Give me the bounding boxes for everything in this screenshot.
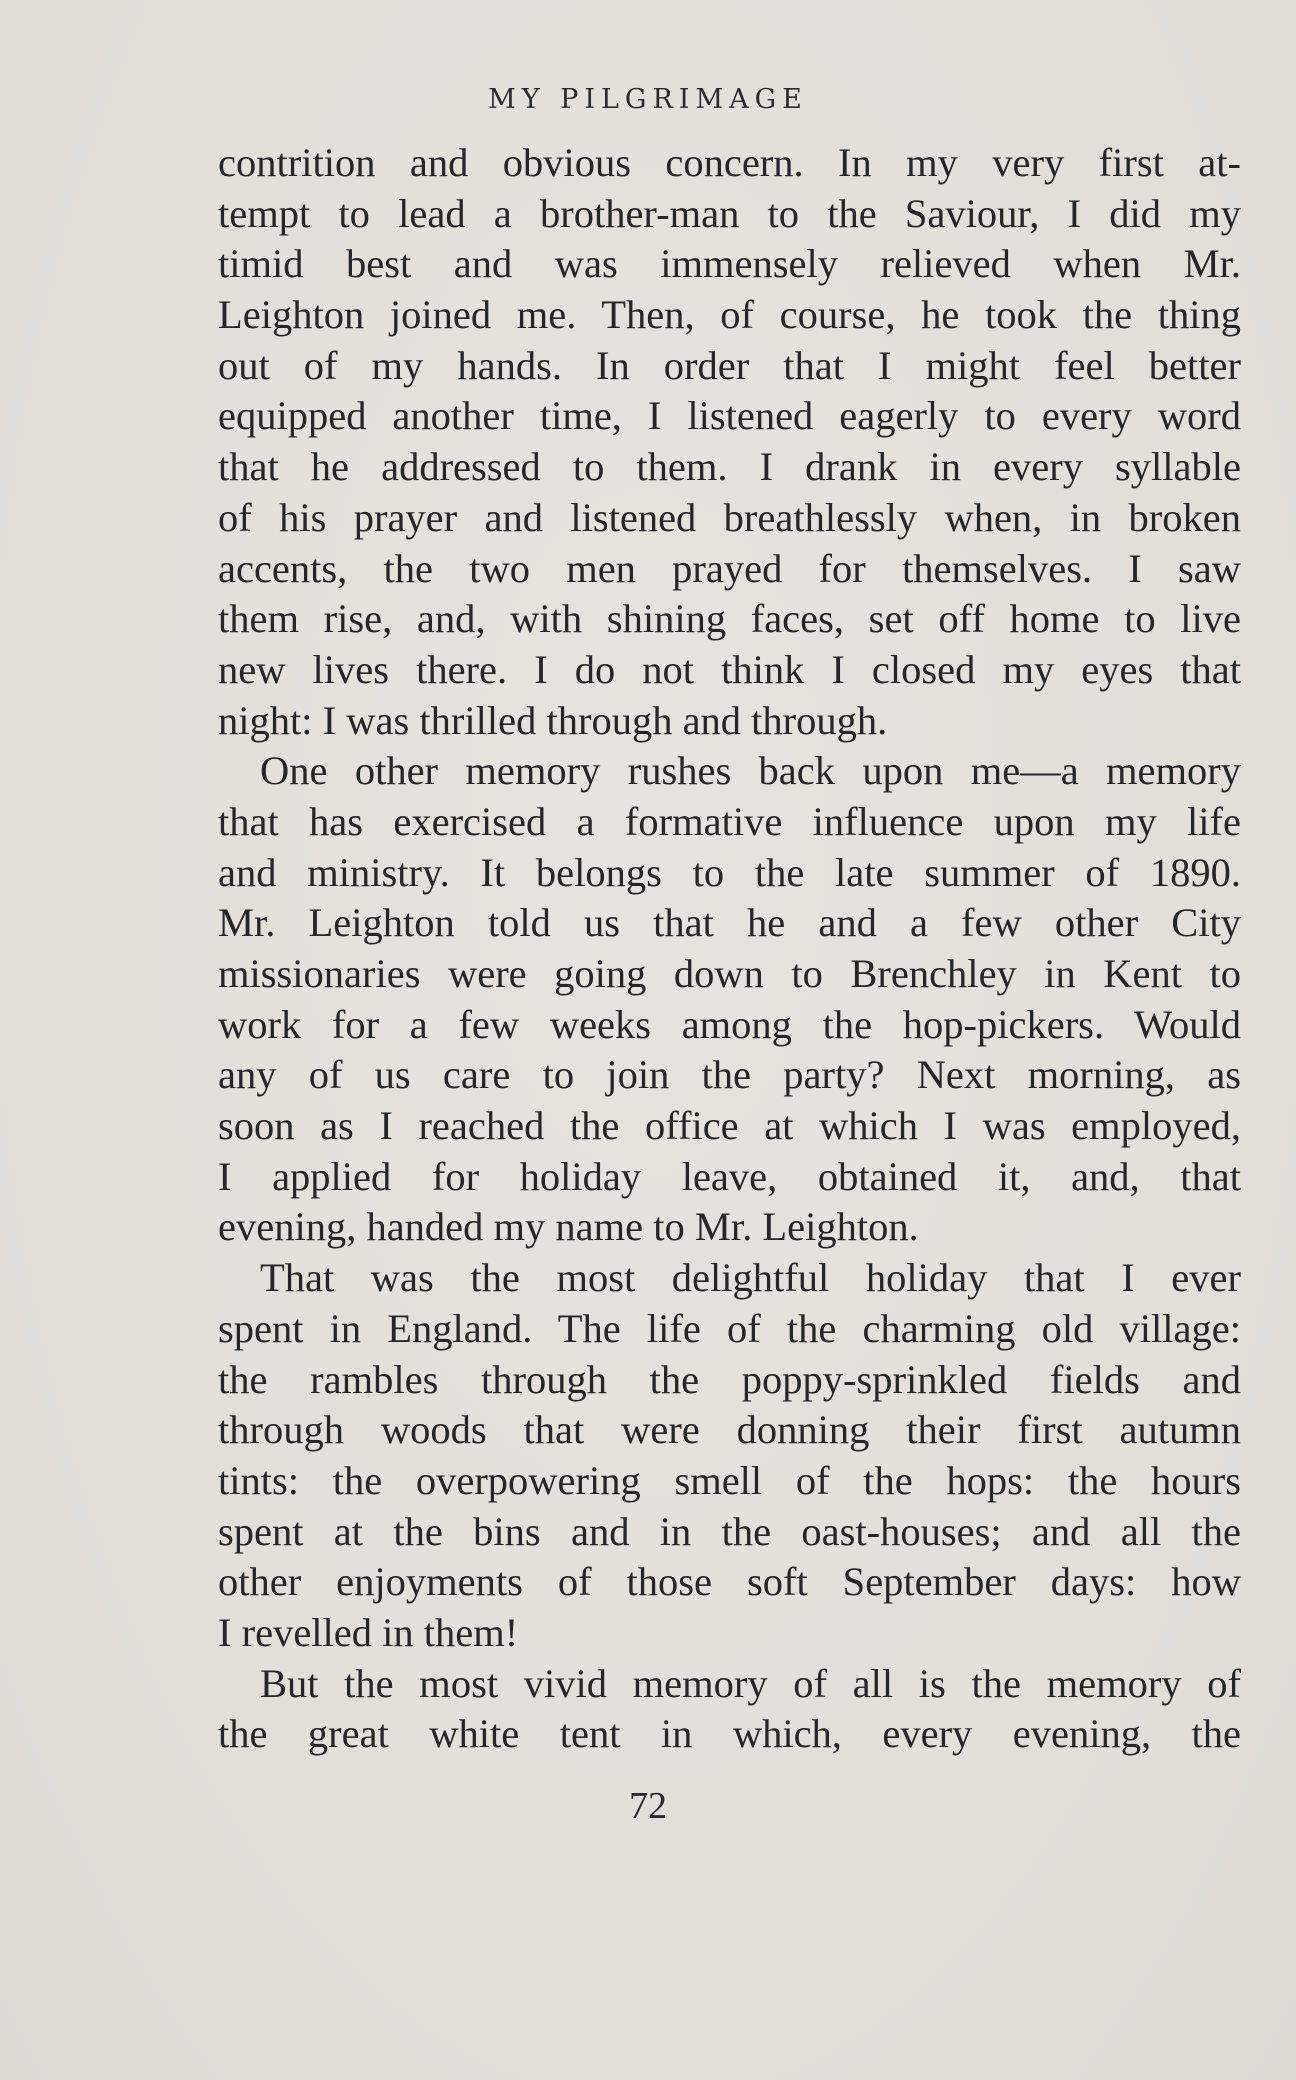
text-line: the great white tent in which, every evening, the [218,1711,1241,1757]
text-line: soon as I reached the office at which I was employed, [218,1103,1241,1149]
text-line: accents, the two men prayed for themselves. I saw [218,545,1241,591]
text-line: new lives there. I do not think I closed my eyes that [218,646,1241,692]
text-line: work for a few weeks among the hop-pickers. Would [218,1001,1241,1047]
paragraph-start-line: But the most vivid memory of all is the memory of [260,1660,1241,1706]
text-line: out of my hands. In order that I might feel better [218,342,1241,388]
text-line: them rise, and, with shining faces, set off home to live [218,596,1241,642]
text-line: that has exercised a formative influence upon my life [218,798,1241,844]
paragraph-end-line: night: I was thrilled through and through. [218,697,888,743]
text-line: equipped another time, I listened eagerly to every word [218,393,1241,439]
paragraph-end-line: I revelled in them! [218,1609,519,1655]
text-line: tints: the overpowering smell of the hops: the hours [218,1457,1241,1503]
text-line: contrition and obvious concern. In my very first at- [218,140,1241,185]
text-line: the rambles through the poppy-sprinkled fields and [218,1356,1241,1402]
text-line: and ministry. It belongs to the late summer of 1890. [218,849,1241,895]
text-line: of his prayer and listened breathlessly when, in broken [218,494,1241,540]
page-number: 72 [629,1785,667,1827]
body-text [218,138,1241,1760]
text-line: timid best and was immensely relieved when Mr. [218,241,1241,287]
text-line: through woods that were donning their first autumn [218,1407,1241,1453]
paragraph-end-line: evening, handed my name to Mr. Leighton. [218,1204,919,1250]
text-line: Mr. Leighton told us that he and a few other City [218,900,1241,946]
text-line: tempt to lead a brother-man to the Saviour, I did my [218,190,1241,236]
text-line: other enjoyments of those soft September days: how [218,1559,1241,1605]
paragraph-start-line: One other memory rushes back upon me—a memory [260,748,1241,794]
text-line: that he addressed to them. I drank in every syllable [218,444,1241,490]
running-head: MY PILGRIMAGE [488,84,808,115]
text-line: missionaries were going down to Brenchley in Kent to [218,951,1241,996]
text-line: Leighton joined me. Then, of course, he took the thing [218,292,1241,338]
text-line: spent at the bins and in the oast-houses; and all the [218,1508,1241,1554]
paragraph-start-line: That was the most delightful holiday that I ever [260,1255,1241,1301]
text-line: any of us care to join the party? Next morning, as [218,1052,1241,1098]
text-line: I applied for holiday leave, obtained it, and, that [218,1153,1241,1199]
text-line: spent in England. The life of the charming old village: [218,1305,1241,1351]
